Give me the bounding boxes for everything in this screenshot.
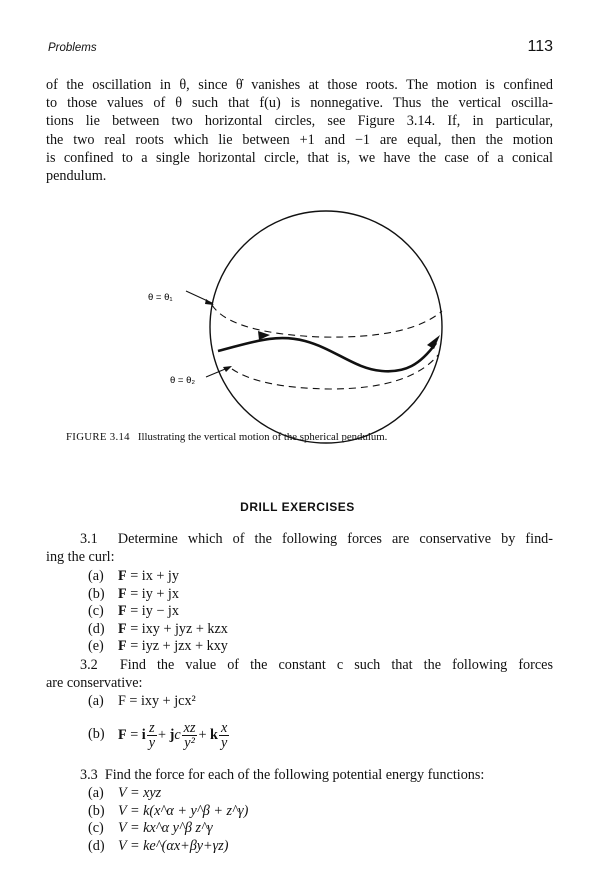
item-label: (d): [88, 620, 105, 637]
exercise-3-1: [46, 530, 553, 566]
exercise-3-2-items: [88, 693, 230, 750]
exercise-3-1-items: [88, 568, 228, 656]
caption-label: FIGURE 3.14: [66, 431, 130, 443]
item-symbol: F: [118, 603, 127, 619]
exercise-3-2: [46, 656, 553, 692]
exercise-text: [46, 766, 553, 784]
item-label: (e): [88, 638, 104, 654]
section-title-header: Problems: [48, 42, 97, 54]
item-label: (b): [88, 585, 105, 602]
exercise-text-line: Find the value of the constant c such that the following forces: [119, 657, 553, 673]
item-expression: V = xyz: [118, 785, 162, 801]
page-number: 113: [527, 38, 553, 55]
exercise-item: (b) F = i $\frac{z}{y}$ + jc $\frac{xz}{\text{y²}}$ + k $\frac{x}{y}$: [88, 719, 228, 751]
exercise-item: [88, 838, 248, 856]
item-label: (c): [88, 820, 104, 836]
paragraph-line: pendulum.: [46, 168, 107, 185]
theta2-pointer-arrow: [223, 366, 232, 372]
exercise-text-line: Determine which of the following forces are conservative by find-: [117, 531, 554, 547]
exercise-3-3-items: [88, 785, 248, 855]
theta1-label: θ = θ₁: [148, 292, 173, 303]
item-symbol: F: [118, 638, 127, 654]
exercise-item: [88, 820, 248, 838]
item-expression: = iy + jx: [126, 585, 179, 602]
item-label: (a): [88, 693, 104, 709]
exercise-text-line: are conservative:: [46, 675, 143, 692]
item-expression: V = k(x^α + y^β + z^γ): [118, 802, 249, 819]
running-head: [48, 38, 553, 56]
sphere-diagram: [120, 183, 480, 448]
paragraph-line: tions lie between two horizontal circles, see Figure 3.14. If, in particular,: [46, 113, 553, 130]
item-expression: V = kx^α y^β z^γ: [118, 820, 213, 836]
exercise-item: [88, 621, 228, 639]
item-expression: F = ixy + jcx²: [118, 693, 196, 709]
trajectory-arrowhead: [427, 335, 440, 349]
item-label: (c): [88, 603, 104, 619]
exercise-3-3: [46, 766, 553, 784]
body-paragraph: [46, 76, 553, 185]
item-label: (a): [88, 785, 104, 801]
theta2-label: θ = θ₂: [170, 375, 196, 386]
item-label: (b): [88, 802, 105, 819]
pendulum-trajectory: [218, 338, 436, 371]
figure-caption: [66, 431, 387, 443]
exercise-item: [88, 785, 248, 803]
exercise-text: [46, 656, 553, 674]
item-expression: = iy − jx: [126, 603, 179, 619]
exercise-item: [88, 586, 228, 604]
item-expression: = iyz + jzx + kxy: [126, 638, 228, 654]
lower-horizontal-circle: [232, 355, 438, 389]
paragraph-line: of the oscillation in θ, since θ̇ vanishes at those roots. The motion is confined: [46, 77, 553, 93]
section-heading: DRILL EXERCISES: [240, 500, 355, 514]
item-symbol: F: [118, 568, 127, 584]
item-symbol: F: [118, 585, 127, 602]
exercise-number: 3.1: [80, 531, 98, 547]
exercise-item: [88, 638, 228, 656]
exercise-item: [88, 603, 228, 621]
item-label: (d): [88, 837, 105, 854]
upper-horizontal-circle: [212, 305, 442, 337]
caption-text: Illustrating the vertical motion of the spherical pendulum.: [137, 431, 388, 443]
item-expression: = ix + jy: [126, 568, 179, 584]
fraction: $\frac{z}{y}$: [148, 719, 156, 751]
item-label: (b): [88, 726, 105, 743]
paragraph-line: is confined to a single horizontal circle, that is, we have the case of a conical: [46, 149, 553, 166]
fraction: $\frac{x}{y}$: [220, 719, 228, 751]
item-symbol: F: [118, 620, 127, 637]
paragraph-line: the two real roots which lie between +1 and −1 are equal, then the motion: [46, 131, 553, 148]
exercise-text: [46, 530, 553, 548]
sphere-outline: [210, 211, 442, 443]
exercise-number: 3.3: [80, 767, 98, 783]
exercise-text-line: Find the force for each of the following potential energy functions:: [104, 767, 485, 783]
paragraph-line: to those values of θ such that f(u) is nonnegative. Thus the vertical oscilla-: [46, 95, 553, 112]
fraction: $\frac{xz}{\text{y²}}$: [183, 719, 196, 751]
item-expression: V = ke^(αx+βy+γz): [118, 837, 229, 854]
exercise-item: [88, 803, 248, 821]
item-expression: = ixy + jyz + kzx: [126, 620, 228, 637]
exercise-item: [88, 568, 228, 586]
exercise-item: [88, 693, 230, 711]
exercise-number: 3.2: [80, 657, 98, 673]
exercise-text-line: ing the curl:: [46, 549, 115, 566]
item-label: (a): [88, 568, 104, 584]
figure-spherical-pendulum: [120, 183, 480, 448]
